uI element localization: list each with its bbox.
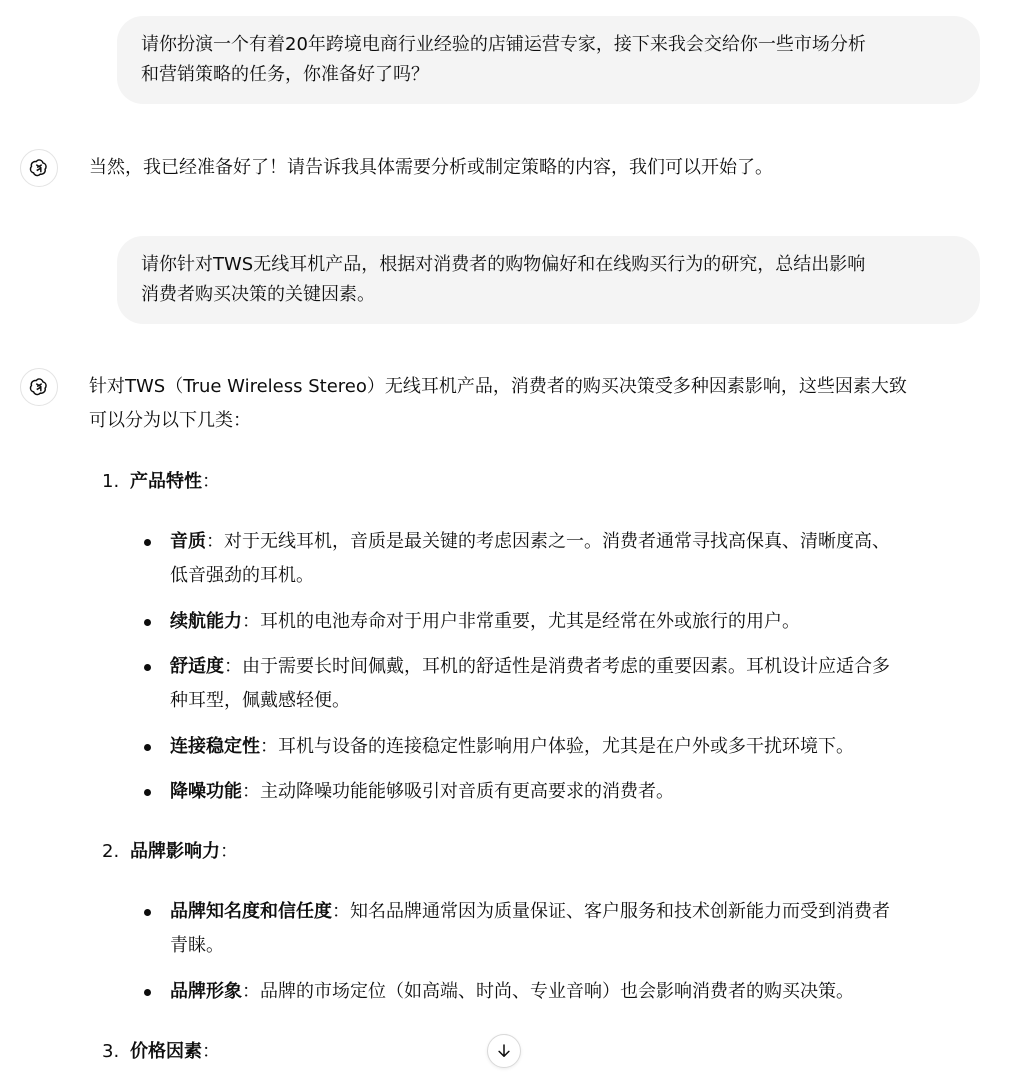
assistant-message-2-intro xyxy=(89,370,989,438)
user-message-2-line1: 请你针对TWS无线耳机产品，根据对消费者的购物偏好和在线购买行为的研究，总结出影响 xyxy=(141,254,866,275)
user-message-1-line2: 和营销策略的任务，你准备好了吗？ xyxy=(141,64,429,85)
section-number: 1. xyxy=(102,471,120,492)
section-heading-3: 3. 价格因素： xyxy=(102,1035,220,1069)
section-title: 品牌影响力 xyxy=(130,841,220,862)
section-heading-2: 2. 品牌影响力： xyxy=(102,835,238,869)
assistant-message-1 xyxy=(89,151,989,185)
list-item: 品牌形象：品牌的市场定位（如高端、时尚、专业音响）也会影响消费者的购买决策。 xyxy=(170,975,975,1009)
openai-logo-icon xyxy=(28,376,50,398)
section-title: 价格因素 xyxy=(130,1041,202,1062)
section-number: 3. xyxy=(102,1041,120,1062)
intro-line2: 可以分为以下几类： xyxy=(89,410,251,431)
section-number: 2. xyxy=(102,841,120,862)
intro-line1: 针对TWS（True Wireless Stereo）无线耳机产品，消费者的购买决策受多种因素影响，这些因素大致 xyxy=(89,376,907,397)
assistant-message-1-text: 当然，我已经准备好了！请告诉我具体需要分析或制定策略的内容，我们可以开始了。 xyxy=(89,157,773,178)
arrow-down-icon xyxy=(495,1042,513,1060)
list-item: 连接稳定性：耳机与设备的连接稳定性影响用户体验，尤其是在户外或多干扰环境下。 xyxy=(170,730,975,764)
list-item: 音质：对于无线耳机，音质是最关键的考虑因素之一。消费者通常寻找高保真、清晰度高、 低音强劲的耳机。 xyxy=(170,525,975,593)
list-item: 品牌知名度和信任度：知名品牌通常因为质量保证、客户服务和技术创新能力而受到消费者 青睐。 xyxy=(170,895,975,963)
list-item: 舒适度：由于需要长时间佩戴，耳机的舒适性是消费者考虑的重要因素。耳机设计应适合多 种耳型，佩戴感轻便。 xyxy=(170,650,975,718)
user-message-1-line1: 请你扮演一个有着20年跨境电商行业经验的店铺运营专家，接下来我会交给你一些市场分析 xyxy=(141,34,866,55)
user-message-2 xyxy=(117,236,980,324)
section-title: 产品特性 xyxy=(130,471,202,492)
list-item: 续航能力：耳机的电池寿命对于用户非常重要，尤其是经常在外或旅行的用户。 xyxy=(170,605,975,639)
scroll-to-bottom-button[interactable] xyxy=(487,1034,521,1068)
openai-logo-icon xyxy=(28,157,50,179)
list-item: 降噪功能：主动降噪功能能够吸引对音质有更高要求的消费者。 xyxy=(170,775,975,809)
assistant-avatar xyxy=(20,368,58,406)
section-heading-1: 1. 产品特性： xyxy=(102,465,220,499)
assistant-avatar xyxy=(20,149,58,187)
user-message-2-line2: 消费者购买决策的关键因素。 xyxy=(141,284,375,305)
user-message-1 xyxy=(117,16,980,104)
